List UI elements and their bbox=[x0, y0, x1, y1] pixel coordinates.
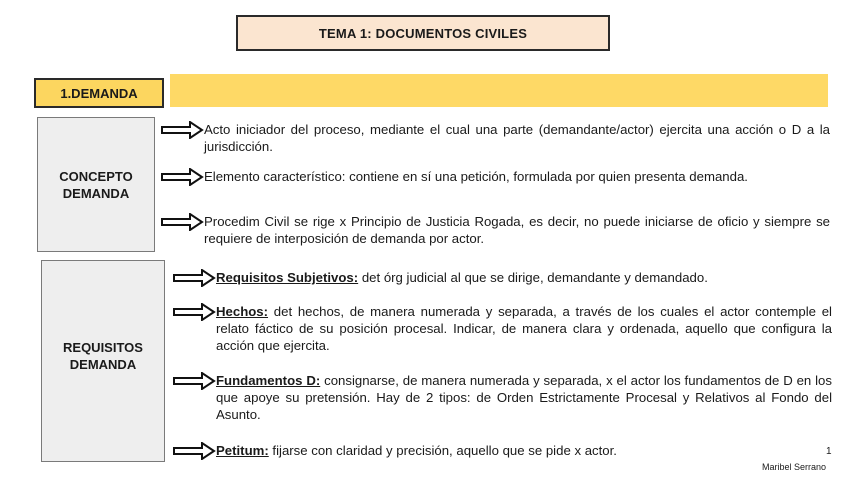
requisito-text: det hechos, de manera numerada y separada, a través de los cuales el actor contemple el relato fáctico de su posición procesal. Indicar, de manera clara y ordenada, aquello que configura la acción que ejercita. bbox=[216, 304, 832, 353]
requisito-text: det órg judicial al que se dirige, demandante y demandado. bbox=[358, 270, 708, 285]
requisito-text: fijarse con claridad y precisión, aquello que se pide x actor. bbox=[268, 443, 617, 458]
concepto-label-line2: DEMANDA bbox=[62, 185, 130, 201]
requisito-text: consignarse, de manera numerada y separada, x el actor los fundamentos de D en los que apoye su pretensión. Hay de 2 tipos: de Orden Estrictamente Procesal y Relativos al Fondo del Asunto. bbox=[216, 373, 832, 422]
requisito-item bbox=[172, 303, 832, 354]
requisito-item bbox=[172, 269, 832, 287]
requisito-item bbox=[172, 442, 792, 460]
right-arrow-icon bbox=[160, 213, 204, 231]
concepto-label-line1: CONCEPTO bbox=[59, 168, 133, 184]
requisitos-label-line2: DEMANDA bbox=[69, 357, 137, 372]
requisitos-label-line1: REQUISITOS bbox=[63, 340, 143, 355]
author-name: Maribel Serrano bbox=[762, 462, 827, 472]
concepto-item bbox=[160, 213, 830, 247]
concepto-item bbox=[160, 168, 830, 186]
right-arrow-icon bbox=[160, 168, 204, 186]
concepto-demanda-box bbox=[37, 117, 155, 252]
requisito-item bbox=[172, 372, 832, 423]
section-label: 1.DEMANDA bbox=[34, 78, 164, 108]
concepto-item-text: Acto iniciador del proceso, mediante el cual una parte (demandante/actor) ejercita una acción o D a la jurisdicción. bbox=[204, 122, 830, 154]
right-arrow-icon bbox=[172, 372, 216, 390]
requisito-keyword: Requisitos Subjetivos: bbox=[216, 270, 359, 285]
right-arrow-icon bbox=[172, 442, 216, 460]
page-title: TEMA 1: DOCUMENTOS CIVILES bbox=[236, 15, 610, 51]
requisitos-demanda-box bbox=[41, 260, 165, 462]
section-bar bbox=[170, 74, 828, 107]
concepto-item bbox=[160, 121, 830, 155]
requisito-keyword: Petitum: bbox=[216, 443, 269, 458]
right-arrow-icon bbox=[172, 269, 216, 287]
requisito-keyword: Fundamentos D: bbox=[216, 373, 321, 388]
page-number: 1 bbox=[826, 446, 832, 457]
right-arrow-icon bbox=[160, 121, 204, 139]
concepto-item-text: Elemento característico: contiene en sí una petición, formulada por quien presenta demanda. bbox=[204, 169, 748, 184]
requisito-keyword: Hechos: bbox=[216, 304, 269, 319]
right-arrow-icon bbox=[172, 303, 216, 321]
concepto-item-text: Procedim Civil se rige x Principio de Justicia Rogada, es decir, no puede iniciarse de oficio y siempre se requiere de interposición de demanda por actor. bbox=[204, 214, 830, 246]
